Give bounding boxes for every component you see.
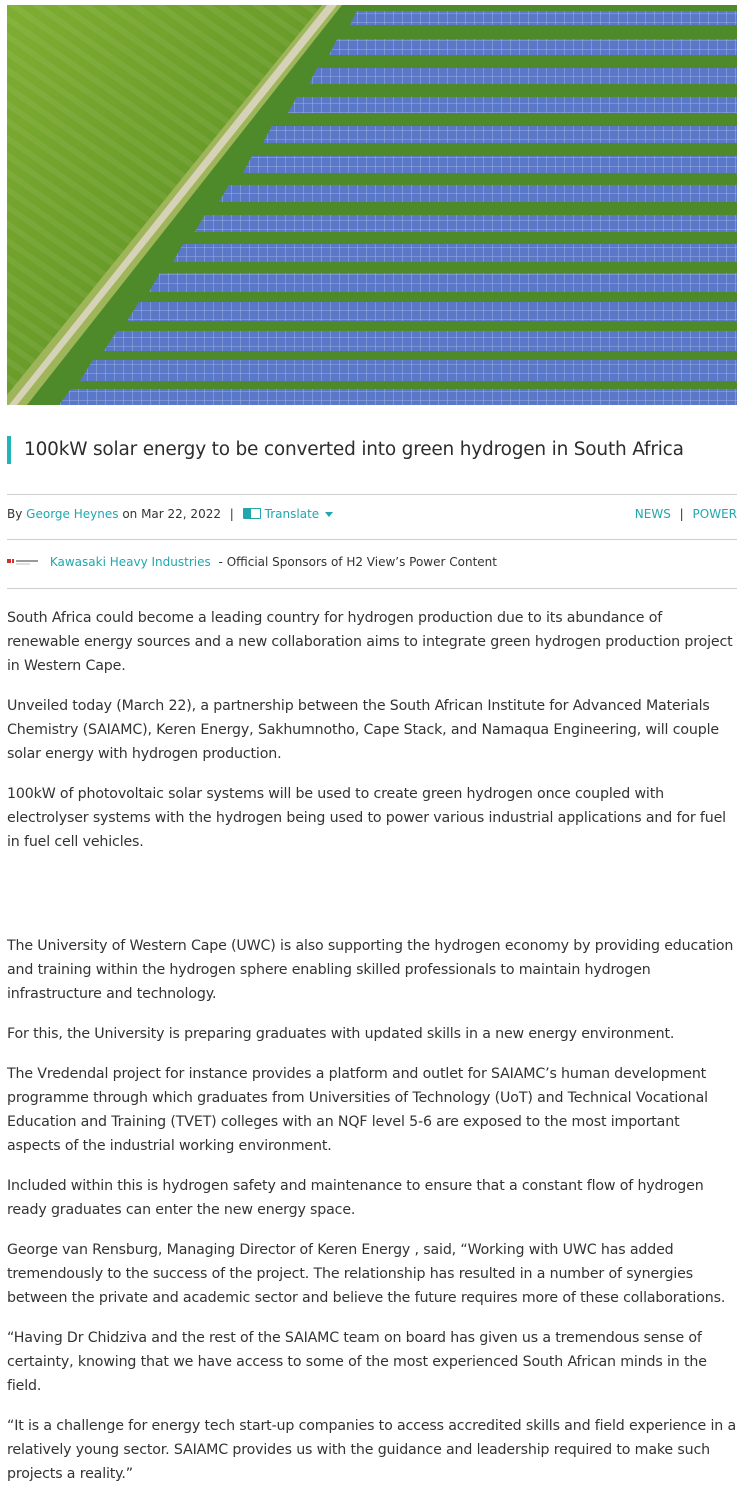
paragraph: 100kW of photovoltaic solar systems will be used to create green hydrogen once coupled with electrolyser systems with the hydrogen being used to power various industrial applications and for fuel in fuel cell vehicles. <box>7 786 726 850</box>
solar-field-image <box>7 5 737 405</box>
article-title-block <box>7 436 741 464</box>
article-byline <box>7 505 737 523</box>
sponsor-link[interactable]: Kawasaki Heavy Industries <box>49 555 211 569</box>
paragraph: South Africa could become a leading country for hydrogen production due to its abundance of renewable energy sources and a new collaboration aims to integrate green hydrogen production project in Western Cape. <box>7 610 733 674</box>
paragraph: Included within this is hydrogen safety and maintenance to ensure that a constant flow of hydrogen ready graduates can enter the new energy space. <box>7 1178 704 1218</box>
article-title: 100kW solar energy to be converted into green hydrogen in South Africa <box>24 439 684 460</box>
hero-image <box>7 5 737 405</box>
translate-label: Translate <box>264 507 320 521</box>
divider-top <box>7 494 737 495</box>
translate-button[interactable] <box>243 507 334 521</box>
chevron-down-icon <box>325 512 333 517</box>
byline-separator: | <box>229 507 234 521</box>
paragraph: The University of Western Cape (UWC) is also supporting the hydrogen economy by providing education and training within the hydrogen sphere enabling skilled professionals to maintain hydrogen infrastructure and technology. <box>7 938 734 1002</box>
translate-icon <box>243 508 261 519</box>
byline-by: By <box>7 507 23 521</box>
paragraph: The Vredendal project for instance provides a platform and outlet for SAIAMC’s human development programme through which graduates from Universities of Technology (UoT) and Technical Vocational Education and Training (TVET) colleges with an NQF level 5-6 are exposed to the most important aspects of the industrial working environment. <box>7 1066 708 1154</box>
tag-separator: | <box>679 507 684 521</box>
kawasaki-logo <box>7 558 39 566</box>
paragraph: For this, the University is preparing graduates with updated skills in a new energy environment. <box>7 1026 675 1042</box>
content-spacer <box>7 870 737 934</box>
divider-middle <box>7 539 737 540</box>
author-link[interactable]: George Heynes <box>26 507 119 521</box>
paragraph: “Having Dr Chidziva and the rest of the SAIAMC team on board has given us a tremendous sense of certainty, knowing that we have access to some of the most experienced South African minds in the field. <box>7 1330 707 1394</box>
tag-news[interactable]: NEWS <box>634 507 671 521</box>
divider-bottom <box>7 588 737 589</box>
paragraph: George van Rensburg, Managing Director of Keren Energy , said, “Working with UWC has added tremendously to the success of the project. The relationship has resulted in a number of synergies between the private and academic sector and believe the future requires more of these collaborations. <box>7 1242 726 1306</box>
sponsor-text: - Official Sponsors of H2 View’s Power Content <box>218 555 497 569</box>
article-body <box>7 606 737 1502</box>
article-tags <box>635 505 737 523</box>
tag-power[interactable]: POWER <box>692 507 737 521</box>
paragraph: Unveiled today (March 22), a partnership between the South African Institute for Advanced Materials Chemistry (SAIAMC), Keren Energy, Sakhumnotho, Cape Stack, and Namaqua Engineering, will couple solar energy with hydrogen production. <box>7 698 719 762</box>
sponsor-line <box>7 553 737 571</box>
byline-date: on Mar 22, 2022 <box>122 507 221 521</box>
paragraph: “It is a challenge for energy tech start-up companies to access accredited skills and field experience in a relatively young sector. SAIAMC provides us with the guidance and leadership required to make such projects a reality.” <box>7 1418 737 1482</box>
